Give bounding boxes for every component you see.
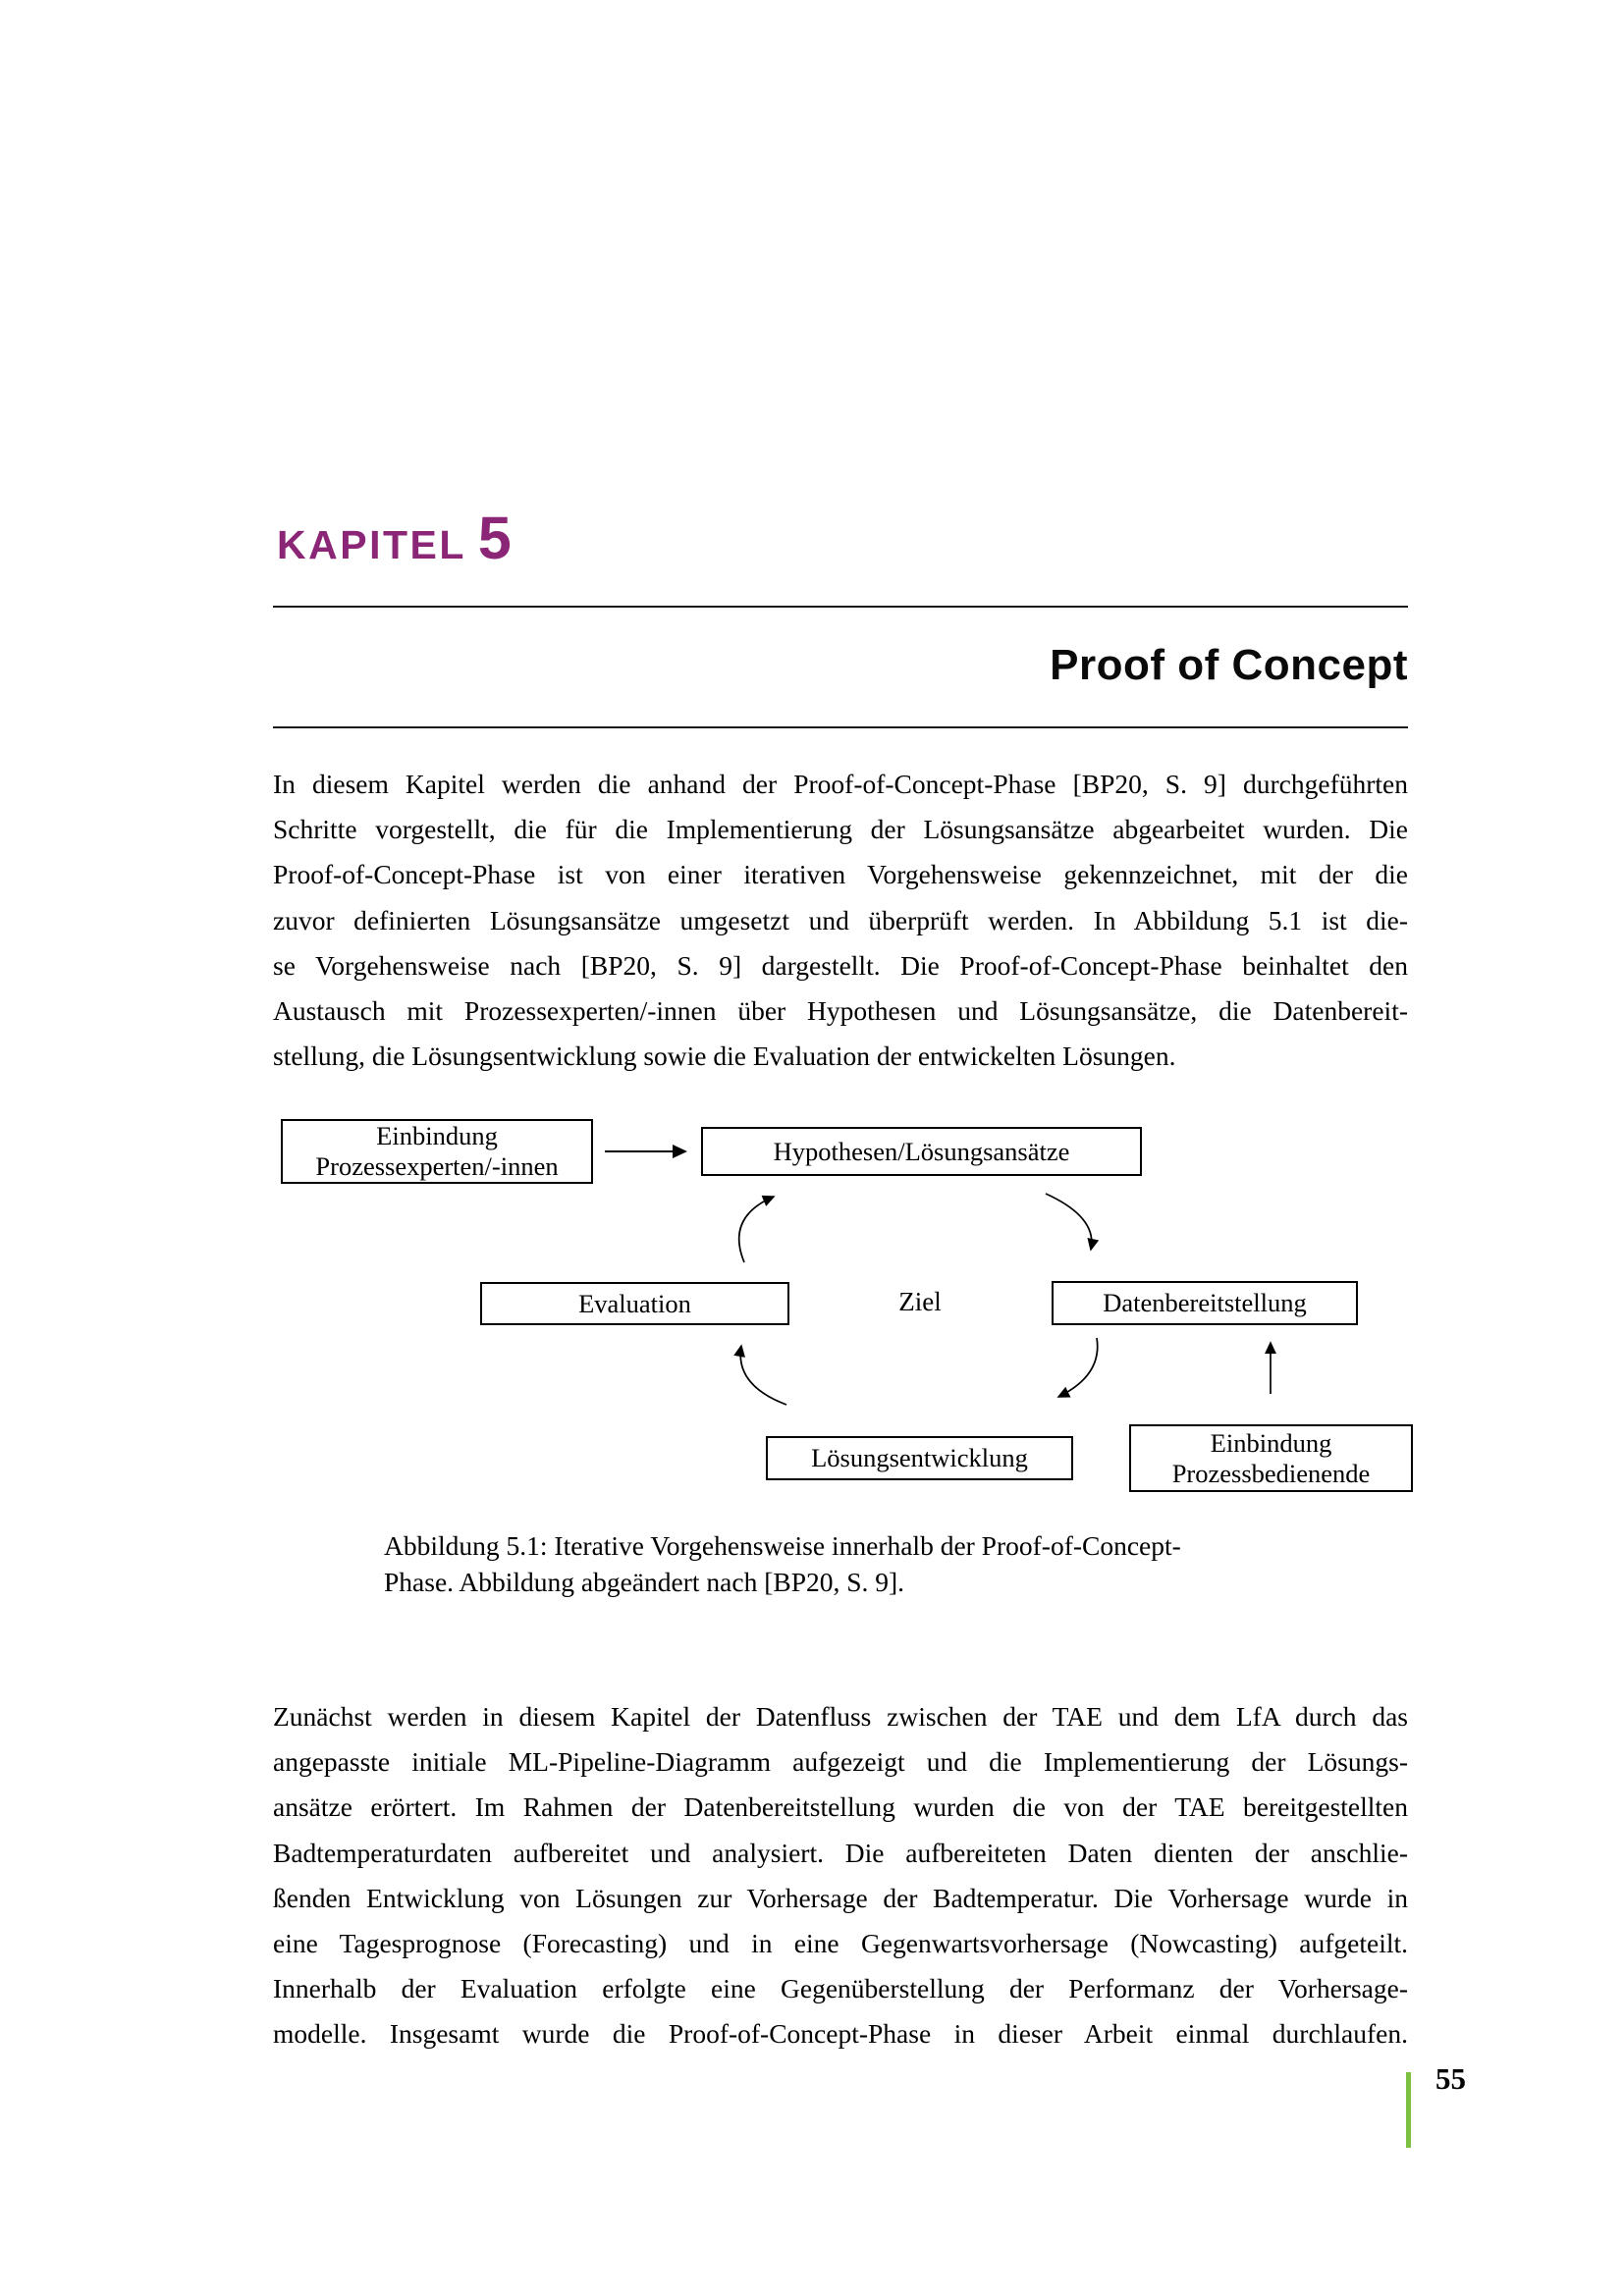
- figure-5-1: [245, 1099, 1473, 1526]
- paragraph-line: stellung, die Lösungsentwicklung sowie die Evaluation der entwickelten Lösungen.: [273, 1041, 1176, 1072]
- paragraph-2: [273, 1694, 1408, 2057]
- chapter-number: 5: [477, 505, 512, 571]
- box-label: Hypothesen/Lösungsansätze: [773, 1136, 1070, 1166]
- figure-box-prozessbedienende: [1129, 1424, 1413, 1492]
- page-title: Proof of Concept: [1050, 641, 1408, 689]
- box-label: Evaluation: [578, 1288, 691, 1318]
- figure-caption: [384, 1527, 1307, 1600]
- figure-box-datenbereitstellung: [1052, 1281, 1358, 1325]
- paragraph-line: ßenden Entwicklung von Lösungen zur Vorhersage der Badtemperatur. Die Vorhersage wurde in: [273, 1882, 1408, 1913]
- paragraph-line: zuvor definierten Lösungsansätze umgesetzt und überprüft werden. In Abbildung 5.1 ist die-: [273, 904, 1408, 935]
- caption-line: Phase. Abbildung abgeändert nach [BP20, S. 9].: [384, 1567, 905, 1597]
- title-rule-top: [273, 606, 1408, 608]
- caption-line: Abbildung 5.1: Iterative Vorgehensweise innerhalb der Proof-of-Concept-: [384, 1530, 1181, 1561]
- arrow-datenbereitstellung-to-loesungsentwicklung: [1058, 1338, 1098, 1397]
- paragraph-line: se Vorgehensweise nach [BP20, S. 9] dargestellt. Die Proof-of-Concept-Phase beinhaltet den: [273, 949, 1408, 981]
- paragraph-line: Zunächst werden in diesem Kapitel der Datenfluss zwischen der TAE und dem LfA durch das: [273, 1701, 1408, 1732]
- chapter-heading: [277, 504, 512, 572]
- figure-box-loesungsentwicklung: [766, 1436, 1073, 1480]
- box-label-line: Prozessexperten/-innen: [315, 1151, 559, 1181]
- arrow-loesungsentwicklung-to-evaluation: [740, 1346, 786, 1405]
- paragraph-line: Schritte vorgestellt, die für die Implementierung der Lösungsansätze abgearbeitet wurden. Die: [273, 814, 1408, 845]
- paragraph-line: Austausch mit Prozessexperten/-innen über Hypothesen und Lösungsansätze, die Datenbereit-: [273, 995, 1408, 1027]
- box-label: Lösungsentwicklung: [811, 1443, 1028, 1472]
- paragraph-line: eine Tagesprognose (Forecasting) und in eine Gegenwartsvorhersage (Nowcasting) aufgeteilt.: [273, 1928, 1408, 1959]
- paragraph-line: In diesem Kapitel werden die anhand der Proof-of-Concept-Phase [BP20, S. 9] durchgeführten: [273, 769, 1408, 799]
- paragraph-line: modelle. Insgesamt wurde die Proof-of-Concept-Phase in dieser Arbeit einmal durchlaufen.: [273, 2018, 1408, 2050]
- page-number-accent-bar: [1406, 2072, 1411, 2148]
- box-label-line: Prozessbedienende: [1171, 1458, 1371, 1488]
- paragraph-line: angepasste initiale ML-Pipeline-Diagramm aufgezeigt und die Implementierung der Lösungs-: [273, 1746, 1408, 1778]
- paragraph-1: [273, 762, 1408, 1079]
- paragraph-line: ansätze erörtert. Im Rahmen der Datenbereitstellung wurden die von der TAE bereitgestellten: [273, 1791, 1408, 1823]
- chapter-label: KAPITEL: [277, 522, 466, 567]
- paragraph-line: Innerhalb der Evaluation erfolgte eine Gegenüberstellung der Performanz der Vorhersage-: [273, 1973, 1408, 2004]
- box-label-line: Einbindung: [376, 1121, 498, 1150]
- paragraph-line: Badtemperaturdaten aufbereitet und analysiert. Die aufbereiteten Daten dienten der anschlie-: [273, 1837, 1408, 1868]
- figure-center-label: Ziel: [898, 1287, 942, 1316]
- figure-box-hypothesen: [701, 1127, 1142, 1176]
- title-rule-bottom: [273, 726, 1408, 728]
- box-label-line: Einbindung: [1210, 1427, 1332, 1458]
- figure-box-prozessexperten: [281, 1119, 593, 1184]
- arrow-hypothesen-to-datenbereitstellung: [1046, 1194, 1092, 1250]
- arrow-evaluation-to-hypothesen: [739, 1197, 774, 1262]
- page-number: 55: [1435, 2061, 1466, 2096]
- figure-box-evaluation: [480, 1282, 789, 1325]
- paragraph-line: Proof-of-Concept-Phase ist von einer iterativen Vorgehensweise gekennzeichnet, mit der die: [273, 859, 1408, 890]
- box-label: Datenbereitstellung: [1103, 1288, 1307, 1317]
